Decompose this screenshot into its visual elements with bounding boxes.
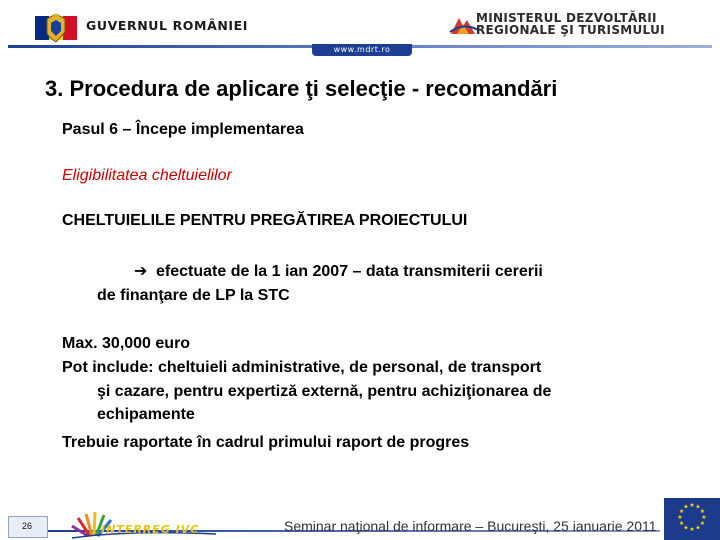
- svg-text:★: ★: [678, 520, 685, 527]
- ministry-logo-icon: [449, 14, 479, 36]
- period-text-2: de finanţare de LP la STC: [97, 287, 290, 304]
- step-heading: Pasul 6 – Începe implementarea: [62, 121, 304, 138]
- footer-caption: Seminar naţional de informare – Bucureşti, 25 ianuarie 2011: [284, 518, 657, 534]
- max-amount: Max. 30,000 euro: [62, 335, 191, 352]
- svg-text:★: ★: [677, 514, 683, 521]
- costs-heading: CHELTUIELILE PENTRU PREGĂTIREA PROIECTULUI: [62, 212, 468, 229]
- romania-coat-of-arms-icon: [35, 10, 77, 46]
- government-name: GUVERNUL ROMÂNIEI: [86, 18, 249, 33]
- svg-text:★: ★: [689, 526, 695, 533]
- interreg-label: INTERREG IVC: [101, 523, 200, 536]
- svg-text:★: ★: [699, 508, 706, 515]
- website-url[interactable]: www.mdrt.ro: [333, 45, 391, 54]
- svg-text:★: ★: [683, 524, 689, 532]
- slide-header: [0, 0, 720, 55]
- page-number: 26: [21, 521, 32, 531]
- svg-text:★: ★: [699, 520, 706, 527]
- ministry-name-line1: MINISTERUL DEZVOLTĂRII: [476, 11, 657, 25]
- period-line: [134, 262, 543, 282]
- right-arrow-icon: ➔: [134, 263, 148, 280]
- ministry-name: [476, 12, 696, 36]
- may-include-line-2: şi cazare, pentru expertiză externă, pentru achiziţionarea de: [97, 383, 552, 400]
- svg-text:★: ★: [695, 524, 701, 532]
- ministry-name-line2: REGIONALE ŞI TURISMULUI: [476, 23, 665, 37]
- report-note: Trebuie raportate în cadrul primului raport de progres: [62, 434, 470, 451]
- svg-text:★: ★: [701, 514, 707, 521]
- period-text-1: efectuate de la 1 ian 2007 – data transmiterii cererii: [156, 263, 543, 280]
- svg-text:★: ★: [695, 503, 701, 511]
- eu-flag-icon: [664, 498, 720, 540]
- svg-text:★: ★: [678, 508, 685, 515]
- may-include-line-1: Pot include: cheltuieli administrative, de personal, de transport: [62, 359, 542, 376]
- may-include-line-3: echipamente: [97, 406, 195, 423]
- eligibility-subtitle: Eligibilitatea cheltuielilor: [62, 167, 232, 184]
- slide-title: 3. Procedura de aplicare ţi selecţie - recomandări: [45, 76, 558, 101]
- svg-text:★: ★: [689, 502, 695, 509]
- svg-text:★: ★: [683, 503, 689, 511]
